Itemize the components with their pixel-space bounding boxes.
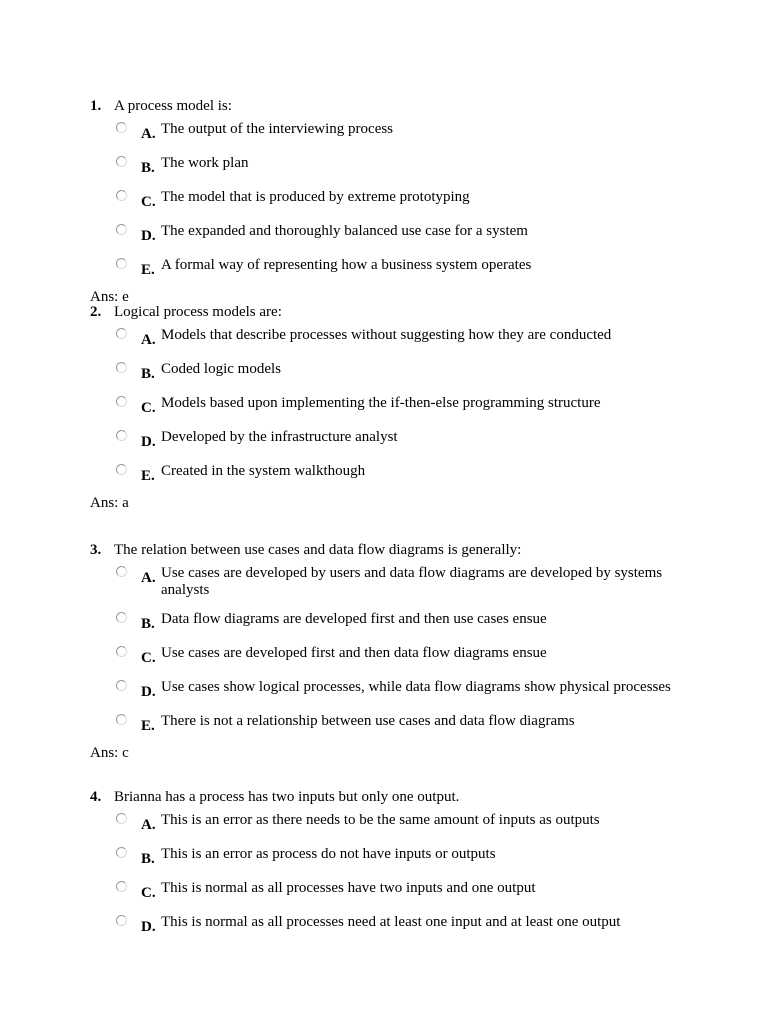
question-3	[90, 542, 690, 762]
option-b[interactable]	[116, 611, 690, 633]
option-letter: B.	[141, 366, 155, 382]
option-text: A formal way of representing how a business system operates	[161, 257, 532, 273]
question-text: Logical process models are:	[114, 304, 282, 320]
option-letter: C.	[141, 400, 156, 416]
question-header	[90, 98, 690, 115]
radio-button[interactable]	[116, 680, 127, 691]
option-a[interactable]	[116, 121, 690, 143]
option-text: Use cases are developed by users and data flow diagrams are developed by systems analysts	[161, 565, 663, 598]
radio-button[interactable]	[116, 190, 127, 201]
option-d[interactable]	[116, 223, 690, 245]
radio-button[interactable]	[116, 881, 127, 892]
option-letter: E.	[141, 262, 155, 278]
option-text: Use cases are developed first and then data flow diagrams ensue	[161, 645, 547, 661]
option-text: The model that is produced by extreme prototyping	[161, 189, 470, 205]
option-text: Data flow diagrams are developed first and then use cases ensue	[161, 611, 547, 627]
option-text: Models that describe processes without suggesting how they are conducted	[161, 327, 612, 343]
question-header	[90, 789, 690, 806]
option-letter: A.	[141, 570, 156, 586]
question-text: A process model is:	[114, 98, 232, 114]
option-letter: A.	[141, 126, 156, 142]
answer-text: Ans: c	[90, 745, 129, 761]
question-4	[90, 789, 690, 936]
option-d[interactable]	[116, 914, 690, 936]
option-c[interactable]	[116, 880, 690, 902]
option-letter: E.	[141, 718, 155, 734]
question-text: Brianna has a process has two inputs but only one output.	[114, 789, 460, 805]
option-text: This is an error as process do not have inputs or outputs	[161, 846, 496, 862]
option-letter: D.	[141, 434, 156, 450]
option-text: The output of the interviewing process	[161, 121, 394, 137]
option-text: This is normal as all processes have two inputs and one output	[161, 880, 536, 896]
option-letter: E.	[141, 468, 155, 484]
option-list	[116, 812, 690, 936]
radio-button[interactable]	[116, 362, 127, 373]
option-b[interactable]	[116, 155, 690, 177]
question-number: 2.	[90, 304, 102, 320]
radio-button[interactable]	[116, 464, 127, 475]
question-number: 4.	[90, 789, 102, 805]
option-text: Coded logic models	[161, 361, 281, 377]
radio-button[interactable]	[116, 847, 127, 858]
radio-button[interactable]	[116, 258, 127, 269]
radio-button[interactable]	[116, 396, 127, 407]
option-text: The expanded and thoroughly balanced use case for a system	[161, 223, 528, 239]
option-text: The work plan	[161, 155, 249, 171]
option-text: This is an error as there needs to be the same amount of inputs as outputs	[161, 812, 600, 828]
question-number: 1.	[90, 98, 102, 114]
option-a[interactable]	[116, 812, 690, 834]
option-b[interactable]	[116, 846, 690, 868]
option-list	[116, 327, 690, 485]
option-letter: B.	[141, 160, 155, 176]
option-letter: B.	[141, 616, 155, 632]
radio-button[interactable]	[116, 430, 127, 441]
radio-button[interactable]	[116, 122, 127, 133]
option-a[interactable]	[116, 327, 690, 349]
option-c[interactable]	[116, 645, 690, 667]
answer-text: Ans: e	[90, 289, 129, 305]
option-a[interactable]	[116, 565, 690, 599]
radio-button[interactable]	[116, 714, 127, 725]
question-2	[90, 304, 690, 512]
option-letter: C.	[141, 194, 156, 210]
option-letter: A.	[141, 332, 156, 348]
option-list	[116, 121, 690, 279]
option-e[interactable]	[116, 257, 690, 279]
option-letter: C.	[141, 650, 156, 666]
option-text: There is not a relationship between use cases and data flow diagrams	[161, 713, 575, 729]
answer-text: Ans: a	[90, 495, 129, 511]
radio-button[interactable]	[116, 813, 127, 824]
option-letter: B.	[141, 851, 155, 867]
option-text: This is normal as all processes need at least one input and at least one output	[161, 914, 621, 930]
radio-button[interactable]	[116, 224, 127, 235]
radio-button[interactable]	[116, 646, 127, 657]
option-text: Developed by the infrastructure analyst	[161, 429, 398, 445]
option-c[interactable]	[116, 395, 690, 417]
radio-button[interactable]	[116, 612, 127, 623]
option-letter: D.	[141, 228, 156, 244]
question-header	[90, 304, 690, 321]
option-list	[116, 565, 690, 735]
option-letter: A.	[141, 817, 156, 833]
radio-button[interactable]	[116, 566, 127, 577]
option-text: Models based upon implementing the if-then-else programming structure	[161, 395, 601, 411]
option-letter: C.	[141, 885, 156, 901]
radio-button[interactable]	[116, 915, 127, 926]
question-1	[90, 98, 690, 306]
option-d[interactable]	[116, 679, 690, 701]
option-e[interactable]	[116, 463, 690, 485]
option-text: Use cases show logical processes, while data flow diagrams show physical processes	[161, 679, 671, 695]
question-header	[90, 542, 690, 559]
radio-button[interactable]	[116, 156, 127, 167]
option-c[interactable]	[116, 189, 690, 211]
radio-button[interactable]	[116, 328, 127, 339]
option-text: Created in the system walkthough	[161, 463, 366, 479]
option-letter: D.	[141, 684, 156, 700]
option-e[interactable]	[116, 713, 690, 735]
option-d[interactable]	[116, 429, 690, 451]
question-text: The relation between use cases and data flow diagrams is generally:	[114, 542, 522, 558]
option-letter: D.	[141, 919, 156, 935]
option-b[interactable]	[116, 361, 690, 383]
question-number: 3.	[90, 542, 102, 558]
